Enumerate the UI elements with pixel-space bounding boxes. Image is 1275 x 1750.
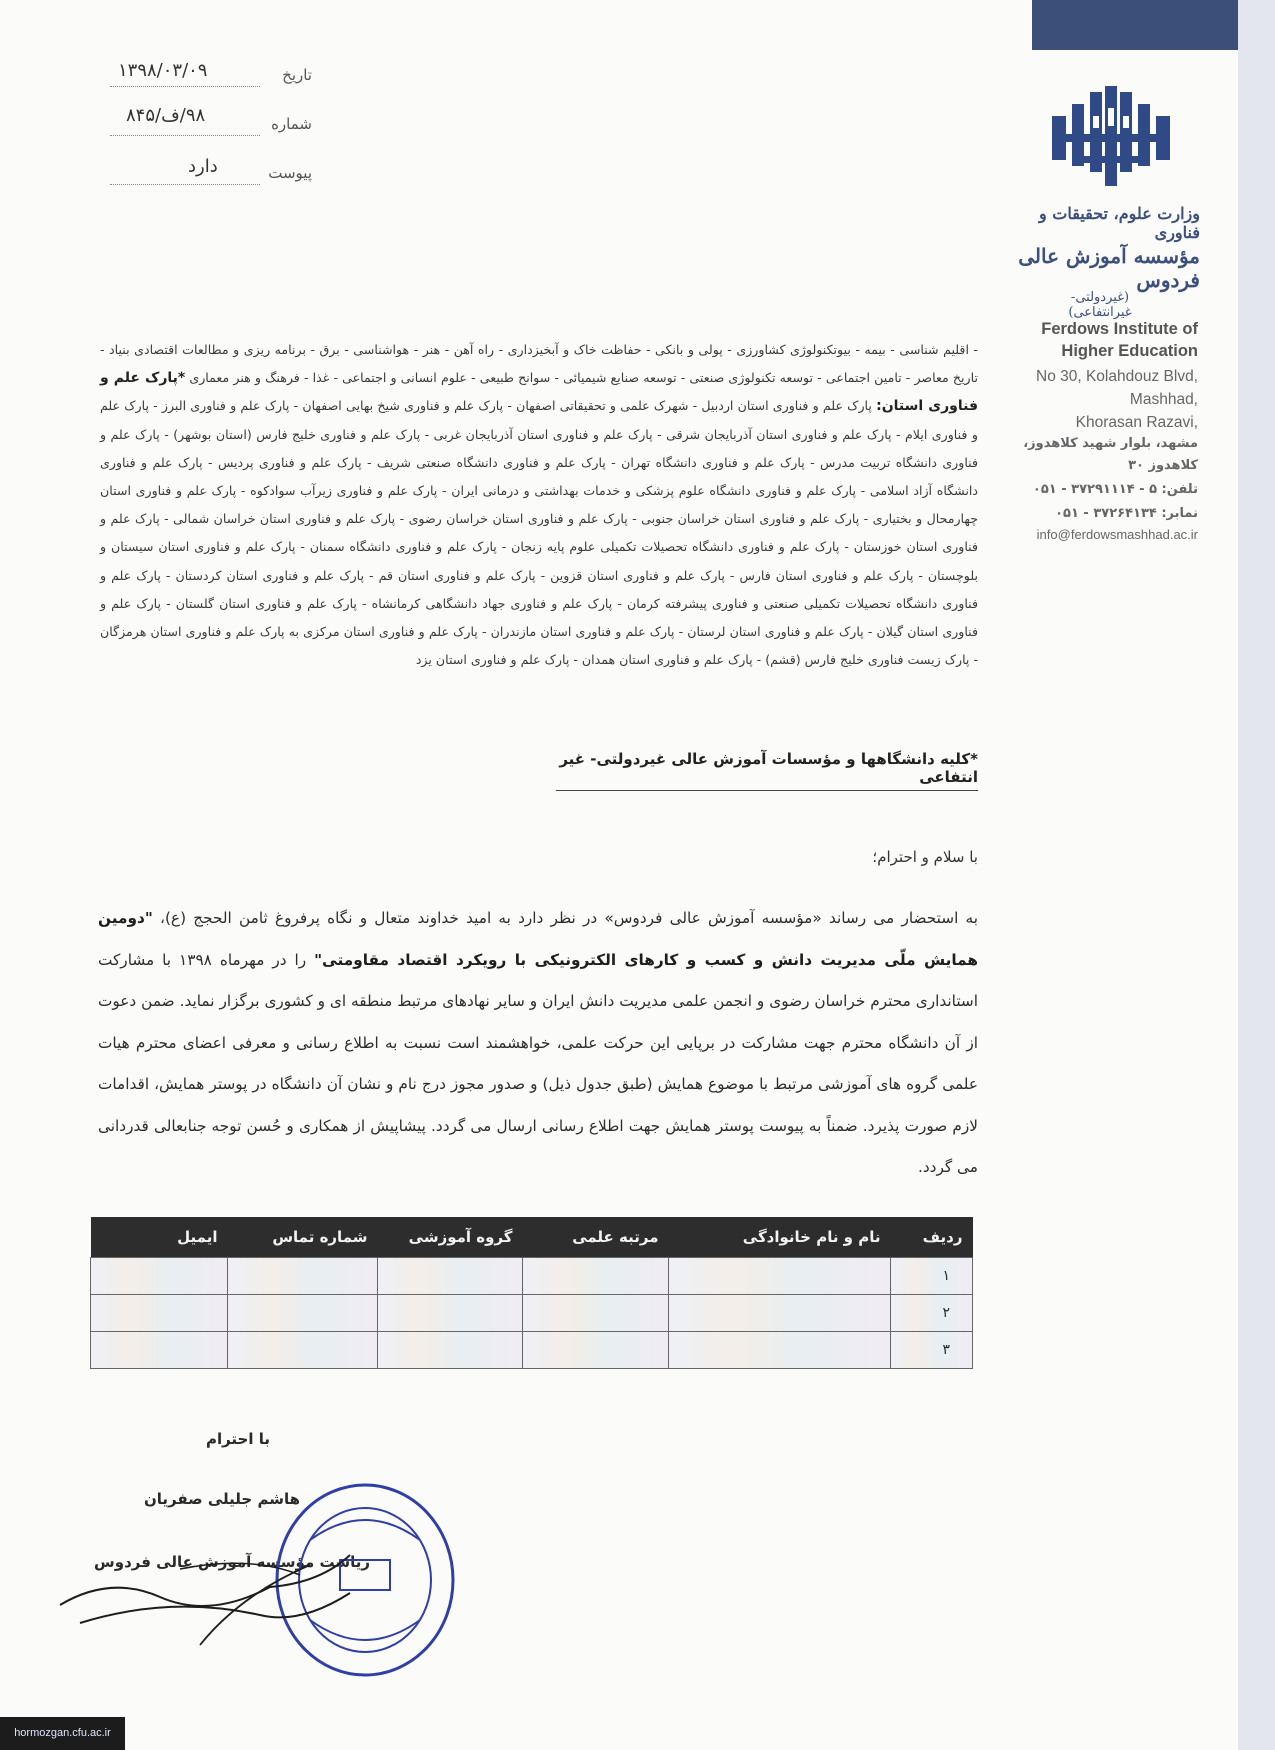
table-cell[interactable] <box>91 1332 228 1369</box>
number-value: ۹۸/ف/۸۴۵ <box>126 105 206 126</box>
table-cell[interactable] <box>523 1258 669 1295</box>
recipient-parks: پارک علم و فناوری استان اردبیل - شهرک علمی و تحقیقاتی اصفهان - پارک علم و فناوری شیخ بهایی اصفهان - پارک علم و فناوری البرز - پارک علم و فناوری ایلام - پارک علم و فناوری استان آذربایجان شرقی - پارک علم و فناوری استان آذربایجان غربی - پارک علم و فناوری خلیج فارس (استان بوشهر) - پارک علم و فناوری دانشگاه تربیت مدرس - پارک علم و فناوری دانشگاه تهران - پارک علم و فناوری دانشگاه صنعتی شریف - پارک علم و فناوری پردیس - پارک علم و فناوری دانشگاه آزاد اسلامی - پارک علم و فناوری دانشگاه علوم پزشکی و خدمات بهداشتی و درمانی ایران - پارک علم و فناوری زیرآب سوادکوه - پارک علم و فناوری استان چهارمحال و بختیاری - پارک علم و فناوری استان خراسان جنوبی - پارک علم و فناوری استان خراسان رضوی - پارک علم و فناوری استان خراسان شمالی - پارک علم و فناوری استان خوزستان - پارک علم و فناوری دانشگاه تحصیلات تکمیلی علوم پایه زنجان - پارک علم و فناوری دانشگاه سمنان - پارک علم و فناوری استان سیستان و بلوچستان - پارک علم و فناوری استان فارس - پارک علم و فناوری استان قزوین - پارک علم و فناوری استان قم - پارک علم و فناوری استان کردستان - پارک علم و فناوری دانشگاه تحصیلات تکمیلی صنعتی و فناوری پیشرفته کرمان - پارک علم و فناوری جهاد دانشگاهی کرمانشاه - پارک علم و فناوری استان گلستان - پارک علم و فناوری استان گیلان - پارک علم و فناوری استان لرستان - پارک علم و فناوری استان مازندران - پارک علم و فناوری استان مرکزی به پارک علم و فناوری استان هرمزگان - پارک زیست فناوری خلیج فارس (قشم) - پارک علم و فناوری استان همدان - پارک علم و فناوری استان یزد <box>100 398 978 668</box>
number-line <box>110 135 260 136</box>
attachment-label: پیوست <box>268 164 312 182</box>
institute-subtitle: (غیردولتی-غیرانتفاعی) <box>1068 290 1132 320</box>
attachment-row <box>110 156 312 194</box>
header-full-name: نام و نام خانوادگی <box>669 1217 891 1258</box>
table-cell[interactable] <box>378 1258 523 1295</box>
site-watermark: hormozgan.cfu.ac.ir <box>0 1717 125 1750</box>
address-en-line-2: Mashhad, <box>1129 391 1198 408</box>
table-cell[interactable] <box>228 1332 378 1369</box>
recipients-list <box>100 336 978 674</box>
parks-label: *پارک علم و فناوری استان: <box>100 370 978 415</box>
letter-intro: به استحضار می رساند «مؤسسه آموزش عالی فردوس» در نظر دارد به امید خداوند متعال و نگاه پرفروغ ثامن الحجج (ع)، <box>160 909 978 927</box>
table-row <box>91 1258 973 1295</box>
table-cell[interactable] <box>91 1258 228 1295</box>
signer-name: هاشم جلیلی صفریان <box>143 1490 300 1508</box>
recipient-topics: - اقلیم شناسی - بیمه - بیوتکنولوژی کشاورزی - پولی و بانکی - حفاظت خاک و آبخیزداری - راه آهن - هنر - هواشناسی - برق - برنامه ریزی و مطالعات اقتصادی بنیاد - تاریخ معاصر - تامین اجتماعی - توسعه تکنولوژی صنعتی - توسعه صنایع شیمیائی - سوانح طبیعی - علوم انسانی و اجتماعی - غذا - فرهنگ و هنر معماری <box>100 342 978 386</box>
header-academic-rank: مرتبه علمی <box>523 1217 669 1258</box>
address-en <box>1000 365 1198 434</box>
table-cell[interactable] <box>378 1332 523 1369</box>
signer-title: ریاست مؤسسه آموزش عالی فردوس <box>94 1553 370 1571</box>
address-en-line-1: No 30, Kolahdouz Blvd, <box>1036 368 1198 385</box>
table-cell[interactable] <box>523 1332 669 1369</box>
header-phone: شماره تماس <box>228 1217 378 1258</box>
scan-edge <box>1238 0 1275 1750</box>
letter-main: را در مهرماه ۱۳۹۸ با مشارکت استانداری محترم خراسان رضوی و انجمن علمی مدیریت دانش ایران و سایر نهادهای مرتبط منطقه ای و کشوری برگزار نماید. ضمن دعوت از آن دانشگاه محترم جهت مشارکت در برپایی این حرکت علمی، خواهشمند است نسبت به اطلاع رسانی و معرفی اعضای محترم هیات علمی گروه های آموزشی مرتبط با موضوع همایش (طبق جدول ذیل) و صدور مجوز درج نام و نشان آن دانشگاه در پوستر همایش، اقدامات لازم صورت پذیرد. ضمناً به پیوست پوستر همایش جهت اطلاع رسانی ارسال می گردد. پیشاپیش از همکاری و حُسن توجه جنابعالی قدردانی می گردد. <box>98 950 978 1176</box>
table-cell[interactable] <box>91 1295 228 1332</box>
table-cell[interactable] <box>669 1332 891 1369</box>
letter-body <box>98 898 978 1189</box>
header-corner-bar <box>1032 0 1238 50</box>
table-header-row <box>91 1217 973 1258</box>
header-email: ایمیل <box>91 1217 228 1258</box>
table-cell[interactable] <box>523 1295 669 1332</box>
table-cell[interactable] <box>378 1295 523 1332</box>
table-cell[interactable] <box>669 1295 891 1332</box>
institute-name-en-line-2: Higher Education <box>1061 342 1198 360</box>
institute-name-en-line-1: Ferdows Institute of <box>1041 320 1198 338</box>
number-label: شماره <box>271 115 312 133</box>
date-value: ۱۳۹۸/۰۳/۰۹ <box>118 60 208 81</box>
address-en-line-3: Khorasan Razavi, <box>1075 414 1198 431</box>
greeting: با سلام و احترام؛ <box>872 848 978 866</box>
number-row <box>110 105 312 145</box>
contact-info <box>985 478 1198 526</box>
closing-regards: با احترام <box>205 1430 270 1448</box>
table-row <box>91 1332 973 1369</box>
address-fa <box>990 433 1198 477</box>
conference-title: "دومین همایش ملّی مدیریت دانش و کسب و کارهای الکترونیکی با رویکرد اقتصاد مقاومتی" <box>98 909 978 969</box>
handwritten-signature-icon <box>50 1535 370 1655</box>
row-number: ۳ <box>891 1332 973 1369</box>
institute-name-fa: مؤسسه آموزش عالی فردوس <box>1018 244 1200 292</box>
attachment-value: دارد <box>188 156 218 177</box>
address-fa-line-1: مشهد، بلوار شهید کلاهدوز، <box>1023 436 1198 451</box>
table-cell[interactable] <box>228 1258 378 1295</box>
header-row-number: ردیف <box>891 1217 973 1258</box>
fax: نمابر: ۳۷۲۶۴۱۳۴ - ۰۵۱ <box>1055 506 1198 521</box>
row-number: ۱ <box>891 1258 973 1295</box>
row-number: ۲ <box>891 1295 973 1332</box>
address-fa-line-2: کلاهدوز ۳۰ <box>1128 458 1198 473</box>
date-row <box>110 60 312 96</box>
header-department: گروه آموزشی <box>378 1217 523 1258</box>
phone: تلفن: ۵ - ۳۷۲۹۱۱۱۴ - ۰۵۱ <box>1032 482 1198 497</box>
attachment-line <box>110 184 260 185</box>
date-label: تاریخ <box>282 66 312 84</box>
ministry-name: وزارت علوم، تحقیقات و فناوری <box>1038 204 1200 242</box>
date-line <box>110 86 260 87</box>
institute-logo-icon <box>1052 86 1170 186</box>
table-cell[interactable] <box>228 1295 378 1332</box>
table-cell[interactable] <box>669 1258 891 1295</box>
table-row <box>91 1295 973 1332</box>
recipient-universities: *کلیه دانشگاهها و مؤسسات آموزش عالی غیردولتی- غیر انتفاعی <box>556 750 978 791</box>
institute-name-en <box>1020 318 1198 362</box>
faculty-table <box>90 1217 973 1369</box>
email-link[interactable]: info@ferdowsmashhad.ac.ir <box>1036 527 1198 542</box>
